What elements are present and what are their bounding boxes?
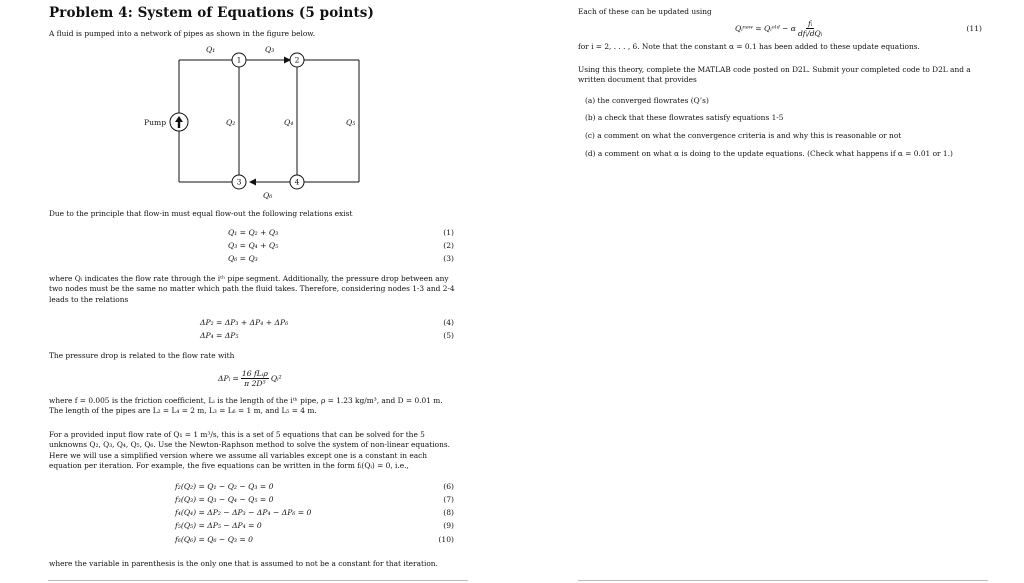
newton-raphson-paragraph: For a provided input flow rate of Q₁ = 1 m³/s, this is a set of 5 equations that can be solved for the 5 unknowns Q₂, Q₃, Q₄, Q₅, Q₆. Use the Newton-Raphson method to solve the system of non-linear equations. Here we will use a simplified version where we assume all variables except one is a constant in each equation per iteration. For example, the five equations can be written in the form fᵢ(Qᵢ) = 0, i.e., — [49, 430, 450, 471]
equation-5: ΔP₄ = ΔP₅ — [200, 331, 239, 340]
equation-1: Q₁ = Q₂ + Q₃ — [228, 228, 279, 237]
flow-label-q3: Q₃ — [265, 45, 275, 54]
equation-number-7: (7) — [443, 495, 454, 504]
equation-number-10: (10) — [438, 535, 454, 544]
update-formula-fraction — [798, 19, 822, 38]
equation-2: Q₃ = Q₄ + Q₅ — [228, 241, 279, 250]
equation-9: f₅(Q₅) = ΔP₅ − ΔP₄ = 0 — [175, 521, 262, 530]
pressure-formula-fraction — [241, 369, 269, 388]
equation-number-11: (11) — [966, 24, 982, 33]
flow-label-q6: Q₆ — [263, 191, 273, 200]
deliverable-d: (d) a comment on what α is doing to the update equations. (Check what happens if α = 0.01 or 1.) — [585, 149, 953, 158]
problem-title: Problem 4: System of Equations (5 points) — [49, 5, 374, 21]
update-formula-numerator: fᵢ — [807, 18, 813, 28]
intro-text: A fluid is pumped into a network of pipes as shown in the figure below. — [49, 29, 316, 38]
pressure-formula-lhs: ΔPᵢ = — [218, 373, 239, 383]
equation-3: Q₆ = Q₃ — [228, 254, 258, 263]
equation-6: f₂(Q₂) = Q₁ − Q₂ − Q₃ = 0 — [175, 482, 274, 491]
equation-number-9: (9) — [443, 521, 454, 530]
pipe-network-figure — [140, 42, 380, 202]
equation-4: ΔP₂ = ΔP₃ + ΔP₄ + ΔP₆ — [200, 318, 289, 327]
equation-10: f₆(Q₆) = Q₆ − Q₃ = 0 — [175, 535, 253, 544]
for-i-note: for i = 2, . . . , 6. Note that the constant α = 0.1 has been added to these update equations. — [578, 42, 920, 51]
pump-label: Pump — [144, 118, 167, 127]
pressure-drop-intro: The pressure drop is related to the flow rate with — [49, 351, 235, 360]
equation-number-1: (1) — [443, 228, 454, 237]
right-page — [512, 0, 1024, 583]
where-f-paragraph: where f = 0.005 is the friction coefficient, Lᵢ is the length of the iᵗʰ pipe, ρ = 1.23 kg/m³, and D = 0.01 m. The length of the pipes are L₂ = L₄ = 2 m, L₃ = L₆ = 1 m, and L₅ = 4 m. — [49, 396, 443, 416]
update-formula — [735, 16, 822, 40]
equation-number-3: (3) — [443, 254, 454, 263]
deliverable-b: (b) a check that these flowrates satisfy equations 1-5 — [585, 113, 784, 122]
equation-number-4: (4) — [443, 318, 454, 327]
flow-label-q1: Q₁ — [206, 45, 216, 54]
equation-number-8: (8) — [443, 508, 454, 517]
update-formula-lhs: Qᵢⁿᵉʷ = Qᵢᵒˡᵈ − α — [735, 23, 796, 33]
right-page-bottom-rule — [578, 580, 988, 581]
equation-number-5: (5) — [443, 331, 454, 340]
deliverable-a: (a) the converged flowrates (Q’s) — [585, 96, 709, 105]
flow-label-q5: Q₅ — [346, 118, 356, 127]
where-q-paragraph: where Qᵢ indicates the flow rate through the iᵗʰ pipe segment. Additionally, the pressure drop between any two nodes must be the same no matter which path the fluid takes. Therefore, considering nodes 1-3 and 2-4 leads to the relations — [49, 274, 455, 304]
flow-label-q4: Q₄ — [284, 118, 294, 127]
closing-note: where the variable in parenthesis is the only one that is assumed to not be a constant for that iteration. — [49, 559, 438, 568]
equation-8: f₄(Q₄) = ΔP₂ − ΔP₃ − ΔP₄ − ΔP₆ = 0 — [175, 508, 312, 517]
pressure-formula-rhs: Qᵢ² — [270, 373, 282, 383]
flow-relations-intro: Due to the principle that flow-in must equal flow-out the following relations exist — [49, 209, 353, 218]
update-intro: Each of these can be updated using — [578, 7, 712, 16]
deliverable-c: (c) a comment on what the convergence criteria is and why this is reasonable or not — [585, 131, 902, 140]
node-label-4: 4 — [294, 177, 300, 187]
equation-number-2: (2) — [443, 241, 454, 250]
equation-number-6: (6) — [443, 482, 454, 491]
flow-label-q2: Q₂ — [226, 118, 236, 127]
node-label-2: 2 — [294, 55, 300, 65]
node-label-1: 1 — [236, 55, 242, 65]
left-page-bottom-rule — [48, 580, 468, 581]
pressure-formula — [218, 366, 282, 390]
update-formula-denominator: dfᵢ/dQᵢ — [797, 28, 823, 38]
using-theory-paragraph: Using this theory, complete the MATLAB code posted on D2L. Submit your completed code to D2L and a written document that provides — [578, 65, 971, 85]
pressure-formula-denominator: π 2D⁵ — [244, 378, 266, 388]
pressure-formula-numerator: 16 fLᵢρ — [241, 368, 268, 378]
node-label-3: 3 — [236, 177, 242, 187]
equation-7: f₃(Q₃) = Q₃ − Q₄ − Q₅ = 0 — [175, 495, 274, 504]
